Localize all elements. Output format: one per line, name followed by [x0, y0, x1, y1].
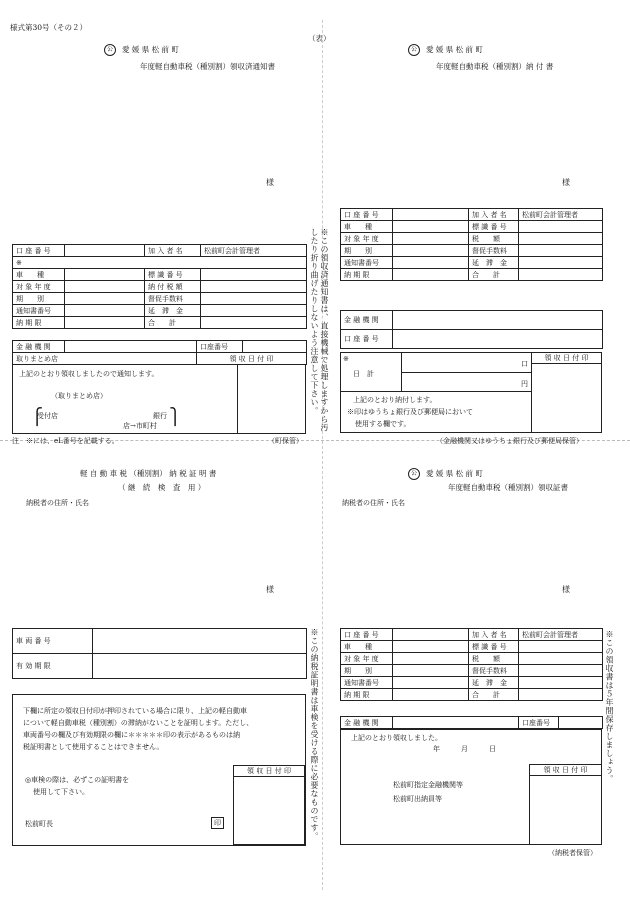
vehicle-no-label: 車 両 番 号: [13, 629, 93, 654]
receipt-message-box: [340, 729, 602, 845]
payment-message: 上記のとおり納付します。: [353, 396, 437, 404]
field-label: 延 滞 金: [469, 677, 519, 689]
field-value[interactable]: [519, 689, 603, 701]
field-label: 標 識 番 号: [145, 269, 201, 281]
field-label: 合 計: [145, 317, 201, 329]
field-value[interactable]: 松前町会計管理者: [519, 209, 603, 221]
field-label: 納 期 限: [341, 689, 393, 701]
notice-stamp-area[interactable]: [237, 364, 306, 434]
field-label: 車 種: [341, 641, 393, 653]
field-label: ※: [13, 257, 307, 269]
receipt-bank-table: [340, 716, 603, 729]
field-label: 期 別: [13, 293, 65, 305]
field-value[interactable]: [65, 293, 145, 305]
receipt-message: 上記のとおり領収しました。: [351, 734, 442, 742]
agent2: 松前町出納員等: [393, 795, 442, 803]
field-label: 納 期 限: [341, 269, 393, 281]
field-value[interactable]: [393, 641, 469, 653]
cert-sama: 様: [266, 585, 274, 594]
cert-title: 軽 自 動 車 税 （種別割） 納 税 証 明 書: [80, 469, 217, 478]
receipt-stamp-label: 領 収 日 付 印: [234, 766, 304, 777]
payment-sama: 様: [562, 178, 570, 187]
cert-vehicle-table: [12, 628, 307, 679]
cert-body-line: について軽自動車税（種別割）の滞納がないことを証明します。ただし、: [23, 719, 254, 727]
front-label: （表）: [308, 34, 331, 43]
field-label: 口 座 番 号: [341, 629, 393, 641]
field-value[interactable]: [201, 281, 307, 293]
field-label: 口 座 番 号: [341, 209, 393, 221]
notice-sama: 様: [266, 178, 274, 187]
valid-until-label: 有 効 期 限: [13, 654, 93, 679]
bank-field[interactable]: [393, 717, 519, 729]
cert-note1: ◎車検の際は、必ずこの証明書を: [25, 776, 130, 784]
notice-table: [12, 244, 307, 329]
field-value[interactable]: [201, 317, 307, 329]
field-value[interactable]: [393, 629, 469, 641]
account-label: 口 座 番 号: [341, 330, 393, 349]
notice-keep: （町保管）: [268, 437, 303, 445]
account-field[interactable]: [243, 341, 307, 353]
field-label: 督促手数料: [469, 665, 519, 677]
field-label: 対 象 年 度: [341, 653, 393, 665]
kome-mark: ※: [343, 355, 349, 363]
payment-keep: （金融機関又はゆうちょ銀行及び郵便局保管）: [436, 437, 583, 445]
field-value[interactable]: [393, 665, 469, 677]
field-label: 税 額: [469, 233, 519, 245]
field-label: 標 識 番 号: [469, 641, 519, 653]
field-value[interactable]: [519, 653, 603, 665]
field-label: 車 種: [341, 221, 393, 233]
payment-title: 年度軽自動車税（種別割）納 付 書: [436, 62, 554, 71]
field-label: 期 別: [341, 245, 393, 257]
receipt-keep: （納税者保管）: [548, 849, 597, 857]
field-value[interactable]: [393, 233, 469, 245]
account-field[interactable]: [559, 717, 603, 729]
cert-body-line: 車両番号の欄及び有効期限の欄に＊＊＊＊＊印の表示があるものは納: [23, 731, 240, 739]
field-value[interactable]: [519, 641, 603, 653]
receipt-stamp-label: 領 収 日 付 印: [532, 353, 601, 364]
payment-message2: ※印はゆうちょ銀行及び郵便局において: [347, 408, 473, 416]
bank-word: 銀行: [153, 412, 167, 420]
payment-stamp-area[interactable]: [531, 352, 602, 433]
receipt-title: 年度軽自動車税（種別割）領収証書: [448, 483, 568, 492]
valid-until-field[interactable]: [93, 654, 307, 679]
field-value[interactable]: [393, 221, 469, 233]
account-field[interactable]: [393, 330, 603, 349]
field-label: 加 入 者 名: [469, 629, 519, 641]
field-value[interactable]: [519, 245, 603, 257]
bank-label: 金 融 機 関: [341, 717, 393, 729]
field-label: 対 象 年 度: [13, 281, 65, 293]
field-value[interactable]: [393, 209, 469, 221]
payment-message-box: [340, 391, 532, 433]
cert-body-line: 下欄に所定の領収日付印が押印されている場合に限り、上記の軽自動車: [23, 707, 247, 715]
field-value[interactable]: [519, 257, 603, 269]
field-label: 加 入 者 名: [469, 209, 519, 221]
payment-table: [340, 208, 603, 281]
bank-label: 金 融 機 関: [341, 311, 393, 330]
field-label: 通知書番号: [13, 305, 65, 317]
field-value[interactable]: [65, 281, 145, 293]
vehicle-no-field[interactable]: [93, 629, 307, 654]
cert-note2: 使用して下さい。: [33, 788, 89, 796]
field-label: 延 滞 金: [145, 305, 201, 317]
field-value[interactable]: [393, 245, 469, 257]
cert-body-box: [12, 694, 306, 846]
receipt-side-note: ※この領収書は５年間保存しましょう。: [605, 630, 614, 783]
notice-side-note: ※この領収済通知書は、直接機械で処理しますから汚したり折り曲げたりしないよう注意して下さい。: [310, 228, 329, 432]
bracket-left-icon: ⎧: [31, 407, 43, 426]
field-label: 車 種: [13, 269, 65, 281]
field-label: 通知書番号: [341, 677, 393, 689]
payment-message3: 使用する欄です。: [355, 420, 411, 428]
notice-org: 公 愛 媛 県 松 前 町: [104, 44, 179, 56]
bank-label: 金 融 機 関: [13, 341, 65, 353]
receipt-addr-label: 納税者の住所・氏名: [342, 499, 405, 507]
bank-field[interactable]: [393, 311, 603, 330]
field-value[interactable]: [393, 653, 469, 665]
bracket-right-icon: ⎫: [169, 407, 181, 426]
receipt-stamp-area[interactable]: [529, 764, 602, 845]
agg-store: （取りまとめ店）: [51, 392, 107, 400]
seal-icon: 公: [408, 468, 420, 480]
field-value[interactable]: [65, 269, 145, 281]
cut-line-vertical: [322, 20, 323, 890]
cert-subtitle: （ 継 続 検 査 用 ）: [118, 483, 206, 492]
cert-side-note: ※この納税証明書は車検を受ける際に必要なものです。: [310, 628, 319, 841]
receipt-table: [340, 628, 603, 701]
unit-count: 口: [521, 360, 528, 368]
cert-body-line: 税証明書として使用することはできません。: [23, 743, 164, 751]
notice-message: 上記のとおり領収しましたので通知します。: [19, 370, 159, 378]
field-value[interactable]: [201, 305, 307, 317]
field-value[interactable]: [393, 257, 469, 269]
field-value[interactable]: [519, 221, 603, 233]
receipt-date: 年 月 日: [433, 745, 496, 753]
payment-org: 公 愛 媛 県 松 前 町: [408, 44, 483, 56]
field-value[interactable]: [201, 269, 307, 281]
field-label: 口 座 番 号: [13, 245, 65, 257]
field-value[interactable]: 松前町会計管理者: [519, 629, 603, 641]
field-label: 督促手数料: [145, 293, 201, 305]
seal-stamp-icon: 印: [211, 817, 224, 829]
field-value[interactable]: 松前町会計管理者: [201, 245, 307, 257]
cert-addr-label: 納税者の住所・氏名: [26, 499, 89, 507]
form-number: 様式第30号（その２）: [10, 23, 88, 32]
payment-sum-box: [340, 352, 532, 392]
field-label: 加 入 者 名: [145, 245, 201, 257]
mayor-name: 松前町長: [25, 820, 53, 828]
seal-icon: 公: [408, 44, 420, 56]
field-label: 納 期 限: [13, 317, 65, 329]
receiving-store: 受付店: [37, 412, 58, 420]
receipt-stamp-label: 領 収 日 付 印: [197, 353, 307, 365]
field-value[interactable]: [393, 677, 469, 689]
field-value[interactable]: [65, 245, 145, 257]
store-path: 店→市町村: [123, 422, 157, 430]
field-label: 税 額: [469, 653, 519, 665]
field-label: 通知書番号: [341, 257, 393, 269]
notice-bank-table: [12, 340, 307, 365]
field-value[interactable]: [519, 233, 603, 245]
notice-message-box: [12, 364, 238, 434]
field-label: 納 付 税 額: [145, 281, 201, 293]
receipt-sama: 様: [562, 585, 570, 594]
notice-title: 年度軽自動車税（種別割）領収済通知書: [140, 62, 275, 71]
field-label: 標 識 番 号: [469, 221, 519, 233]
field-label: 督促手数料: [469, 245, 519, 257]
field-value[interactable]: [65, 317, 145, 329]
agent1: 松前町指定金融機関等: [393, 781, 463, 789]
field-value[interactable]: [65, 305, 145, 317]
field-value[interactable]: [393, 269, 469, 281]
field-label: 合 計: [469, 269, 519, 281]
field-label: 期 別: [341, 665, 393, 677]
notice-footer: 注 ※には、eL番号を記載する。: [12, 437, 119, 445]
receipt-stamp-label: 領 収 日 付 印: [530, 765, 601, 776]
bank-field[interactable]: [65, 341, 197, 353]
account-label: 口座番号: [519, 717, 559, 729]
cert-stamp-area[interactable]: [233, 765, 305, 845]
field-value[interactable]: [519, 665, 603, 677]
field-label: 合 計: [469, 689, 519, 701]
field-value[interactable]: [393, 689, 469, 701]
sum-label: 日 計: [353, 370, 374, 378]
seal-icon: 公: [104, 44, 116, 56]
payment-bank-table: [340, 310, 603, 349]
account-label: 口座番号: [197, 341, 243, 353]
field-value[interactable]: [519, 677, 603, 689]
field-value[interactable]: [519, 269, 603, 281]
field-label: 対 象 年 度: [341, 233, 393, 245]
field-label: 延 滞 金: [469, 257, 519, 269]
agg-label: 取りまとめ店: [13, 353, 197, 365]
unit-yen: 円: [521, 380, 528, 388]
receipt-org: 公 愛 媛 県 松 前 町: [408, 468, 483, 480]
field-value[interactable]: [201, 293, 307, 305]
